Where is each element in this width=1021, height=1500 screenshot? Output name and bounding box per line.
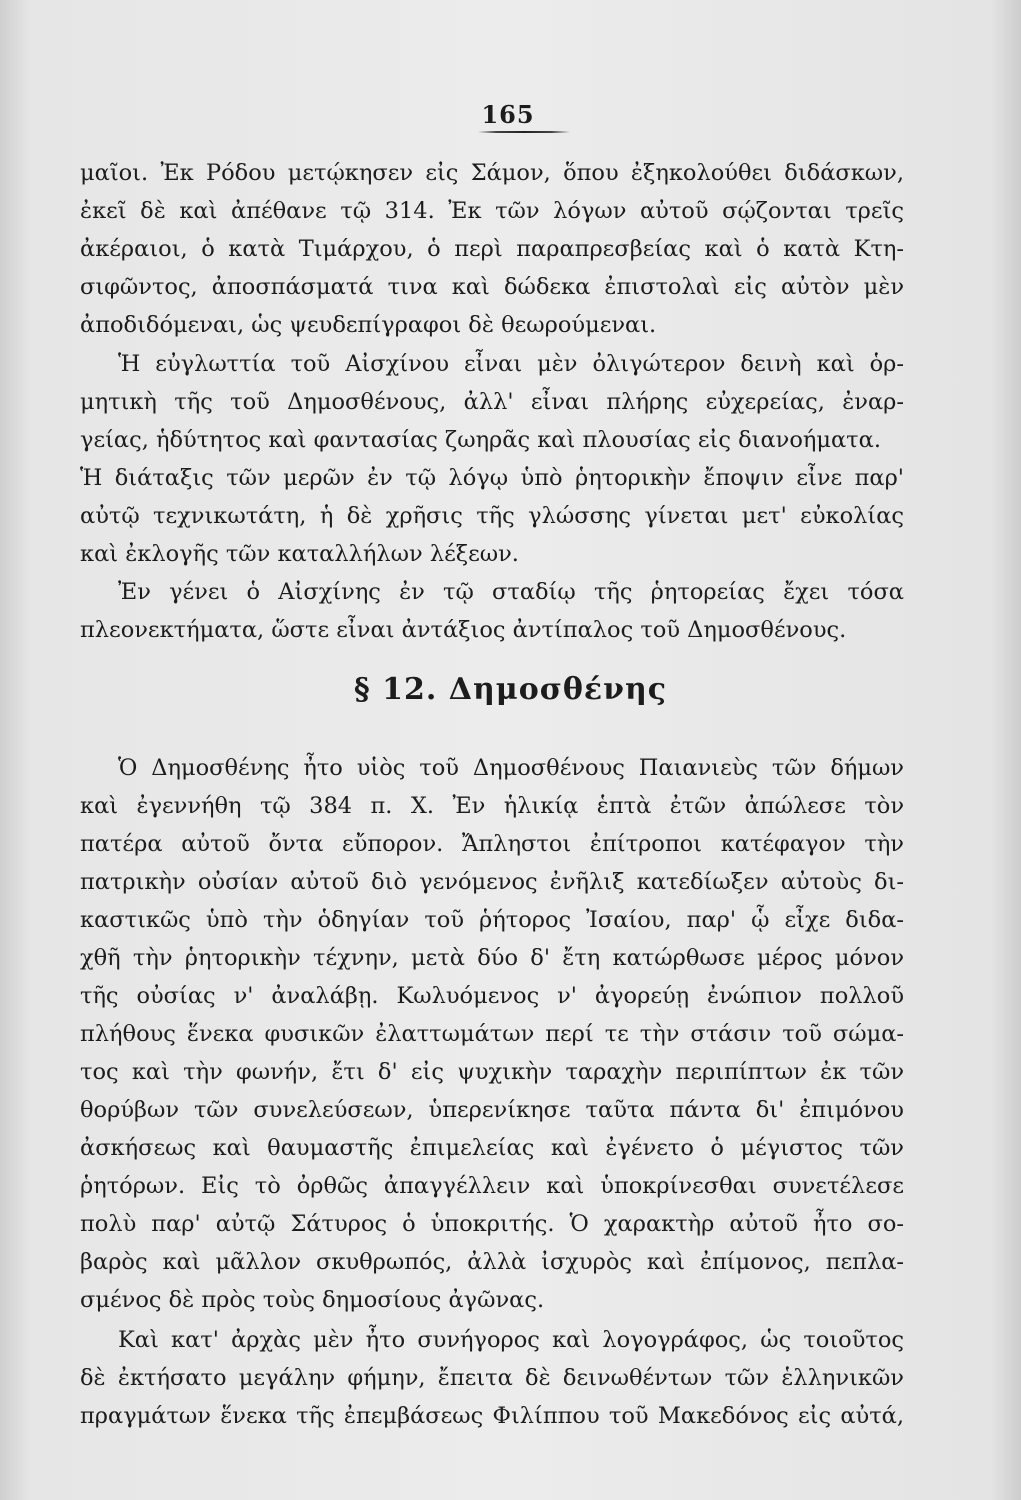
text-line: Ἡ διάταξις τῶν μερῶν ἐν τῷ λόγῳ ὑπὸ ῥητορικὴν ἔποψιν εἶνε παρ' bbox=[80, 465, 904, 491]
text-line: μητικὴ τῆς τοῦ Δημοσθένους, ἀλλ' εἶναι πλήρης εὐχερείας, ἐναρ- bbox=[80, 389, 904, 415]
text-line: Ἐν γένει ὁ Αἰσχίνης ἐν τῷ σταδίῳ τῆς ῥητορείας ἔχει τόσα bbox=[118, 579, 904, 605]
text-line: ἐκεῖ δὲ καὶ ἀπέθανε τῷ 314. Ἐκ τῶν λόγων αὐτοῦ σῴζονται τρεῖς bbox=[80, 198, 904, 224]
text-line: βαρὸς καὶ μᾶλλον σκυθρωπός, ἀλλὰ ἰσχυρὸς καὶ ἐπίμονος, πεπλα- bbox=[80, 1249, 904, 1275]
text-line: αὐτῷ τεχνικωτάτη, ἡ δὲ χρῆσις τῆς γλώσσης γίνεται μετ' εὐκολίας bbox=[80, 503, 904, 529]
text-line: καὶ ἐγεννήθη τῷ 384 π. Χ. Ἐν ἡλικίᾳ ἑπτὰ ἐτῶν ἀπώλεσε τὸν bbox=[80, 793, 904, 819]
text-line: ἀποδιδόμεναι, ὡς ψευδεπίγραφοι δὲ θεωρούμεναι. bbox=[80, 312, 657, 338]
header-ornament-rule bbox=[478, 131, 570, 133]
text-line: καὶ ἐκλογῆς τῶν καταλλήλων λέξεων. bbox=[80, 541, 519, 567]
text-line: πατρικὴν οὐσίαν αὐτοῦ διὸ γενόμενος ἐνῆλιξ κατεδίωξεν αὐτοὺς δι- bbox=[80, 869, 904, 895]
text-line: σιφῶντος, ἀποσπάσματά τινα καὶ δώδεκα ἐπιστολαὶ εἰς αὐτὸν μὲν bbox=[80, 274, 904, 300]
text-line: Ἡ εὐγλωττία τοῦ Αἰσχίνου εἶναι μὲν ὀλιγώτερον δεινὴ καὶ ὁρ- bbox=[118, 351, 904, 377]
text-line: πλεονεκτήματα, ὥστε εἶναι ἀντάξιος ἀντίπαλος τοῦ Δημοσθένους. bbox=[80, 617, 847, 643]
text-line: γείας, ἡδύτητος καὶ φαντασίας ζωηρᾶς καὶ πλουσίας εἰς διανοήματα. bbox=[80, 427, 881, 453]
text-line: μαῖοι. Ἐκ Ρόδου μετῴκησεν εἰς Σάμον, ὅπου ἐξηκολούθει διδάσκων, bbox=[80, 160, 904, 186]
text-line: πατέρα αὐτοῦ ὄντα εὔπορον. Ἄπληστοι ἐπίτροποι κατέφαγον τὴν bbox=[80, 831, 904, 857]
text-line: πολὺ παρ' αὐτῷ Σάτυρος ὁ ὑποκριτής. Ὁ χαρακτὴρ αὐτοῦ ἦτο σο- bbox=[80, 1211, 904, 1237]
text-line: πραγμάτων ἕνεκα τῆς ἐπεμβάσεως Φιλίππου τοῦ Μακεδόνος εἰς αὐτά, bbox=[80, 1403, 904, 1429]
text-line: ῥητόρων. Εἰς τὸ ὀρθῶς ἀπαγγέλλειν καὶ ὑποκρίνεσθαι συνετέλεσε bbox=[80, 1173, 904, 1199]
text-line: ἀσκήσεως καὶ θαυμαστῆς ἐπιμελείας καὶ ἐγένετο ὁ μέγιστος τῶν bbox=[80, 1135, 904, 1161]
text-line: τῆς οὐσίας ν' ἀναλάβῃ. Κωλυόμενος ν' ἀγορεύῃ ἐνώπιον πολλοῦ bbox=[80, 983, 904, 1009]
text-line: πλήθους ἕνεκα φυσικῶν ἐλαττωμάτων περί τε τὴν στάσιν τοῦ σώμα- bbox=[80, 1021, 904, 1047]
text-line: καστικῶς ὑπὸ τὴν ὁδηγίαν τοῦ ῥήτορος Ἰσαίου, παρ' ᾧ εἶχε διδα- bbox=[80, 907, 904, 933]
page-number: 165 bbox=[481, 100, 535, 129]
section-heading: § 12. Δημοσθένης bbox=[353, 672, 668, 707]
text-line: χθῆ τὴν ῥητορικὴν τέχνην, μετὰ δύο δ' ἔτη κατώρθωσε μέρος μόνον bbox=[80, 945, 904, 971]
text-line: ἀκέραιοι, ὁ κατὰ Τιμάρχου, ὁ περὶ παραπρεσβείας καὶ ὁ κατὰ Κτη- bbox=[80, 236, 904, 262]
text-line: τος καὶ τὴν φωνήν, ἔτι δ' εἰς ψυχικὴν ταραχὴν περιπίπτων ἐκ τῶν bbox=[80, 1059, 904, 1085]
text-line: σμένος δὲ πρὸς τοὺς δημοσίους ἀγῶνας. bbox=[80, 1287, 545, 1313]
text-line: δὲ ἐκτήσατο μεγάλην φήμην, ἔπειτα δὲ δεινωθέντων τῶν ἑλληνικῶν bbox=[80, 1365, 904, 1391]
text-line: Καὶ κατ' ἀρχὰς μὲν ἦτο συνήγορος καὶ λογογράφος, ὡς τοιοῦτος bbox=[118, 1327, 904, 1353]
text-line: Ὁ Δημοσθένης ἦτο υἱὸς τοῦ Δημοσθένους Παιανιεὺς τῶν δήμων bbox=[118, 755, 904, 781]
text-line: θορύβων τῶν συνελεύσεων, ὑπερενίκησε ταῦτα πάντα δι' ἐπιμόνου bbox=[80, 1097, 904, 1123]
